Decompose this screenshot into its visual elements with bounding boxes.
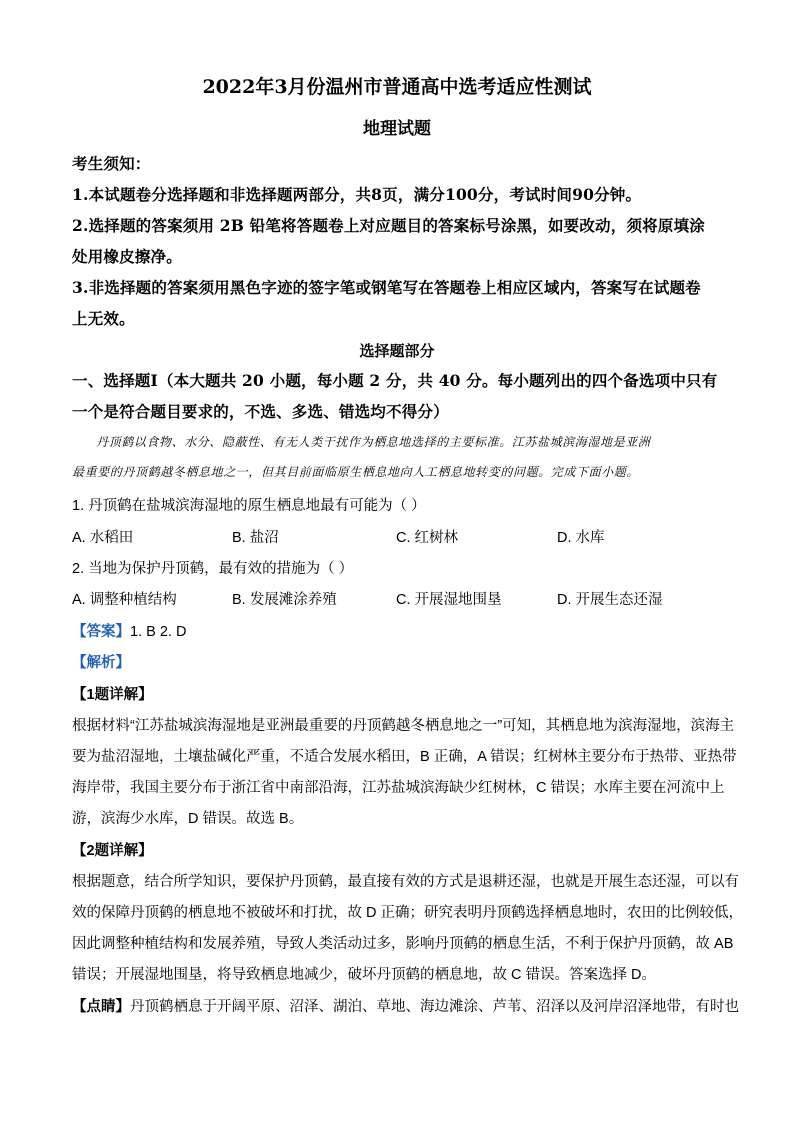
notice-item-2-line-2: 处用橡皮擦净。 bbox=[72, 247, 182, 266]
answer-label: 【答案】 bbox=[72, 624, 130, 640]
page-title: 2022年3月份温州市普通高中选考适应性测试 bbox=[202, 76, 592, 98]
detail-1-label: 【1题详解】 bbox=[72, 687, 153, 703]
part1-instructions-line-1: 一、选择题Ⅰ（本大题共 20 小题，每小题 2 分，共 40 分。每小题列出的四个备选项中只有 bbox=[72, 371, 718, 390]
detail-1-line-1: 根据材料“江苏盐城滨海湿地是亚洲最重要的丹顶鹤越冬栖息地之一”可知，其栖息地为滨海湿地，滨海主 bbox=[72, 718, 735, 734]
question-2-option-a: A. 调整种植结构 bbox=[72, 592, 177, 608]
point-text: 丹顶鹤栖息于开阔平原、沼泽、湖泊、草地、海边滩涂、芦苇、沼泽以及河岸沼泽地带，有时也 bbox=[130, 999, 739, 1015]
detail-2-line-4: 错误；开展湿地围垦，将导致栖息地减少，破坏丹顶鹤的栖息地，故 C 错误。答案选择 D。 bbox=[72, 967, 657, 983]
question-2-option-d: D. 开展生态还湿 bbox=[557, 592, 663, 608]
question-2-option-c: C. 开展湿地围垦 bbox=[396, 592, 502, 608]
answer-row bbox=[72, 620, 186, 641]
question-1-option-c: C. 红树林 bbox=[396, 530, 459, 546]
detail-2-line-1: 根据题意，结合所学知识，要保护丹顶鹤，最直接有效的方式是退耕还湿，也就是开展生态还湿，可以有 bbox=[72, 874, 739, 890]
answer-text: 1. B 2. D bbox=[130, 624, 187, 640]
detail-1-line-2: 要为盐沼湿地，土壤盐碱化严重，不适合发展水稻田，B 正确，A 错误；红树林主要分布于热带、亚热带 bbox=[72, 749, 737, 765]
question-1-option-d: D. 水库 bbox=[557, 530, 605, 546]
point-label: 【点睛】 bbox=[72, 999, 130, 1015]
question-2-option-b: B. 发展滩涂养殖 bbox=[232, 592, 337, 608]
detail-2-label: 【2题详解】 bbox=[72, 843, 153, 859]
notice-item-3-line-2: 上无效。 bbox=[72, 309, 135, 328]
question-1-option-a: A. 水稻田 bbox=[72, 530, 134, 546]
notice-item-2-line-1: 2.选择题的答案须用 2B 铅笔将答题卷上对应题目的答案标号涂黑，如要改动，须将原填涂 bbox=[72, 216, 705, 235]
detail-1-line-4: 游，滨海少水库，D 错误。故选 B。 bbox=[72, 811, 304, 827]
passage-line-2: 最重要的丹顶鹤越冬栖息地之一，但其目前面临原生栖息地向人工栖息地转变的问题。完成下面小题。 bbox=[72, 465, 640, 479]
notice-heading: 考生须知： bbox=[72, 154, 151, 173]
question-1-stem: 1. 丹顶鹤在盐城滨海湿地的原生栖息地最有可能为（ ） bbox=[72, 498, 426, 514]
detail-2-line-2: 效的保障丹顶鹤的栖息地不被破坏和打扰，故 D 正确；研究表明丹顶鹤选择栖息地时，农田的比例较低， bbox=[72, 905, 744, 921]
passage-line-1: 丹顶鹤以食物、水分、隐蔽性、有无人类干扰作为栖息地选择的主要标准。江苏盐城滨海湿地是亚洲 bbox=[96, 435, 651, 449]
page-subtitle: 地理试题 bbox=[363, 119, 431, 139]
section-title: 选择题部分 bbox=[359, 342, 435, 360]
point-row bbox=[72, 995, 739, 1016]
question-1-option-b: B. 盐沼 bbox=[232, 530, 279, 546]
part1-instructions-line-2: 一个是符合题目要求的，不选、多选、错选均不得分） bbox=[72, 402, 449, 421]
notice-item-1: 1.本试题卷分选择题和非选择题两部分，共8页，满分100分，考试时间90分钟。 bbox=[72, 185, 642, 204]
notice-item-3-line-1: 3.非选择题的答案须用黑色字迹的签字笔或钢笔写在答题卷上相应区域内，答案写在试题卷 bbox=[72, 278, 701, 297]
detail-1-line-3: 海岸带，我国主要分布于浙江省中南部沿海，江苏盐城滨海缺少红树林，C 错误；水库主要在河流中上 bbox=[72, 780, 725, 796]
question-2-stem: 2. 当地为保护丹顶鹤，最有效的措施为（ ） bbox=[72, 561, 354, 577]
analysis-label: 【解析】 bbox=[72, 655, 130, 671]
detail-2-line-3: 因此调整种植结构和发展养殖，导致人类活动过多，影响丹顶鹤的栖息生活，不利于保护丹顶鹤，故 AB bbox=[72, 936, 734, 952]
